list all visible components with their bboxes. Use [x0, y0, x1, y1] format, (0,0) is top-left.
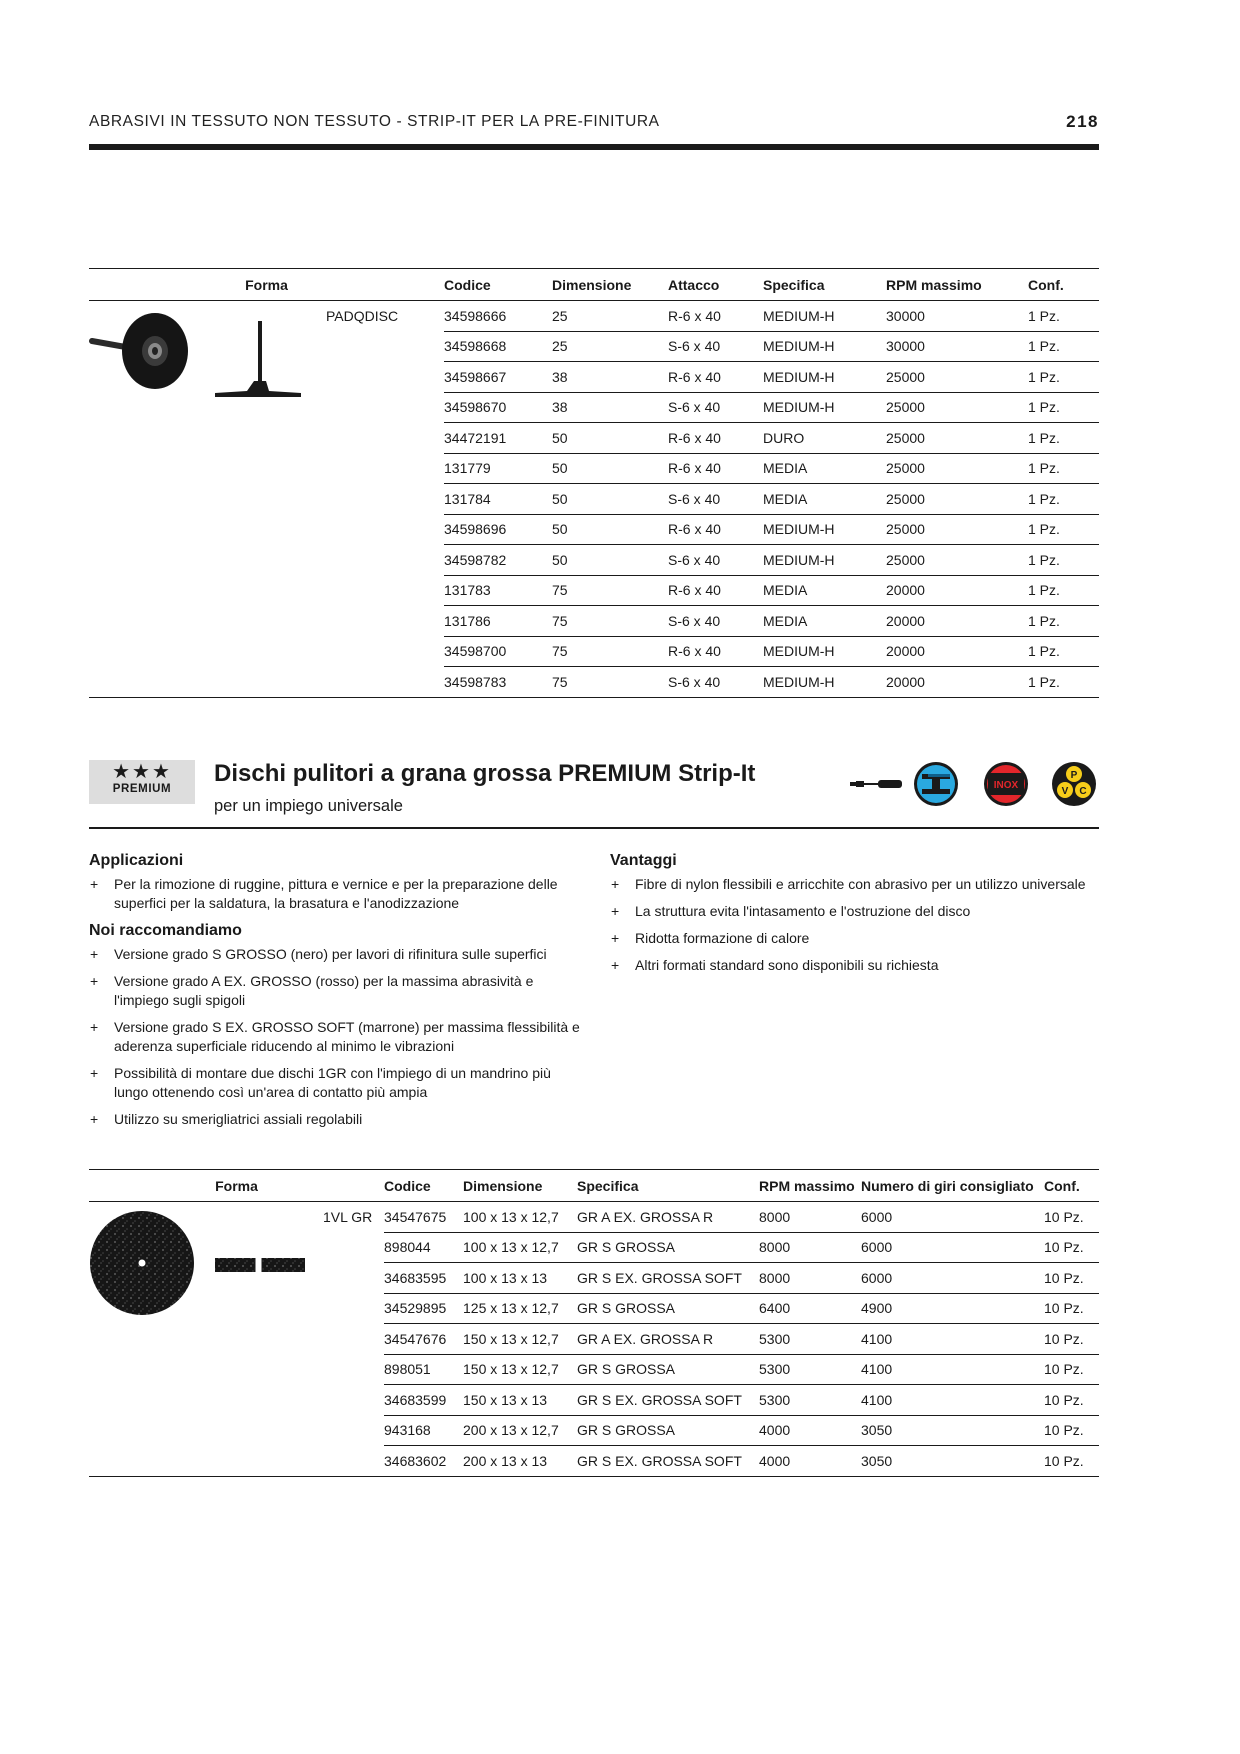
vantaggi-list — [610, 875, 1110, 975]
list-item — [89, 945, 589, 964]
list-item — [89, 875, 589, 913]
plus-bullet-icon: + — [90, 973, 99, 989]
cell-conf: 1 Pz. — [1028, 575, 1099, 606]
cell-conf: 10 Pz. — [1044, 1354, 1099, 1385]
cell-codice: 34683599 — [384, 1385, 463, 1416]
1vl-gr-table — [89, 1169, 1099, 1477]
forma-label: PADQDISC — [326, 308, 399, 324]
pvc-icon — [1052, 762, 1096, 806]
cell-conf: 10 Pz. — [1044, 1293, 1099, 1324]
cell-codice: 34598666 — [444, 301, 552, 332]
cell-attacco: S-6 x 40 — [668, 392, 763, 423]
cell-conf: 1 Pz. — [1028, 453, 1099, 484]
svg-text:V: V — [1061, 786, 1069, 797]
col-header-specifica: Specifica — [763, 269, 886, 301]
cell-attacco: R-6 x 40 — [668, 636, 763, 667]
list-item-text: Ridotta formazione di calore — [635, 930, 810, 946]
cell-codice: 34598782 — [444, 545, 552, 576]
table-row — [89, 301, 1099, 332]
list-item-text: La struttura evita l'intasamento e l'ostruzione del disco — [635, 903, 971, 919]
cell-specifica: GR S GROSSA — [577, 1415, 759, 1446]
cell-rpm: 6400 — [759, 1293, 861, 1324]
cell-specifica: MEDIA — [763, 453, 886, 484]
cell-attacco: S-6 x 40 — [668, 331, 763, 362]
raccomandiamo-list — [89, 945, 589, 1129]
cell-dimensione: 150 x 13 x 13 — [463, 1385, 577, 1416]
cell-dimensione: 100 x 13 x 12,7 — [463, 1232, 577, 1263]
cell-codice: 34598696 — [444, 514, 552, 545]
cell-dimensione: 150 x 13 x 12,7 — [463, 1324, 577, 1355]
cell-conf: 1 Pz. — [1028, 667, 1099, 698]
cell-dimensione: 38 — [552, 362, 668, 393]
cell-giri: 6000 — [861, 1232, 1044, 1263]
cell-codice: 943168 — [384, 1415, 463, 1446]
cell-attacco: R-6 x 40 — [668, 362, 763, 393]
cell-specifica: GR S EX. GROSSA SOFT — [577, 1263, 759, 1294]
cell-dimensione: 150 x 13 x 12,7 — [463, 1354, 577, 1385]
cell-conf: 1 Pz. — [1028, 545, 1099, 576]
cell-conf: 10 Pz. — [1044, 1385, 1099, 1416]
steel-icon — [914, 762, 958, 806]
cell-giri: 6000 — [861, 1263, 1044, 1294]
product-subtitle: per un impiego universale — [214, 797, 403, 815]
cell-conf: 10 Pz. — [1044, 1324, 1099, 1355]
cell-giri: 4100 — [861, 1324, 1044, 1355]
cell-codice: 34683595 — [384, 1263, 463, 1294]
cell-codice: 34683602 — [384, 1446, 463, 1477]
left-column — [89, 851, 589, 1137]
cell-dimensione: 100 x 13 x 13 — [463, 1263, 577, 1294]
raccomandiamo-heading: Noi raccomandiamo — [89, 922, 242, 939]
cell-attacco: R-6 x 40 — [668, 453, 763, 484]
cell-specifica: MEDIUM-H — [763, 545, 886, 576]
col-header-giri: Numero di giri consigliato — [861, 1170, 1044, 1202]
cell-codice: 34598700 — [444, 636, 552, 667]
col-header-codice: Codice — [384, 1170, 463, 1202]
cell-specifica: MEDIUM-H — [763, 667, 886, 698]
plus-bullet-icon: + — [611, 957, 620, 973]
cell-specifica: GR S GROSSA — [577, 1232, 759, 1263]
cell-giri: 4100 — [861, 1385, 1044, 1416]
page-number: 218 — [1066, 112, 1099, 131]
cell-rpm: 20000 — [886, 606, 1028, 637]
cell-specifica: GR S EX. GROSSA SOFT — [577, 1446, 759, 1477]
plus-bullet-icon: + — [90, 876, 99, 892]
cell-rpm: 8000 — [759, 1232, 861, 1263]
premium-label: PREMIUM — [112, 783, 172, 795]
vantaggi-heading: Vantaggi — [610, 852, 677, 869]
col-header-conf: Conf. — [1044, 1170, 1099, 1202]
cell-rpm: 5300 — [759, 1385, 861, 1416]
cell-codice: 898051 — [384, 1354, 463, 1385]
list-item-text: Versione grado S GROSSO (nero) per lavori di rifinitura sulle superfici — [114, 946, 547, 962]
cell-specifica: GR A EX. GROSSA R — [577, 1202, 759, 1233]
plus-bullet-icon: + — [611, 930, 620, 946]
col-header-rpm: RPM massimo — [886, 269, 1028, 301]
cell-giri: 6000 — [861, 1202, 1044, 1233]
cell-conf: 1 Pz. — [1028, 362, 1099, 393]
plus-bullet-icon: + — [90, 1065, 99, 1081]
cell-rpm: 20000 — [886, 636, 1028, 667]
svg-text:P: P — [1070, 770, 1078, 781]
premium-badge — [89, 760, 195, 804]
cell-rpm: 25000 — [886, 423, 1028, 454]
cell-attacco: R-6 x 40 — [668, 301, 763, 332]
list-item-text: Versione grado A EX. GROSSO (rosso) per la massima abrasività e l'impiego sugli spigoli — [114, 973, 534, 1008]
cell-conf: 10 Pz. — [1044, 1415, 1099, 1446]
cell-rpm: 4000 — [759, 1415, 861, 1446]
cell-codice: 34598783 — [444, 667, 552, 698]
col-header-forma: Forma — [89, 269, 444, 301]
cell-dimensione: 200 x 13 x 13 — [463, 1446, 577, 1477]
cell-dimensione: 50 — [552, 423, 668, 454]
page-header — [89, 113, 1099, 135]
cell-rpm: 25000 — [886, 484, 1028, 515]
cell-giri: 4100 — [861, 1354, 1044, 1385]
list-item — [89, 972, 589, 1010]
cell-conf: 10 Pz. — [1044, 1446, 1099, 1477]
svg-text:INOX: INOX — [993, 780, 1019, 791]
col-header-forma: Forma — [89, 1170, 384, 1202]
cell-attacco: S-6 x 40 — [668, 667, 763, 698]
cell-codice: 131784 — [444, 484, 552, 515]
list-item — [89, 1018, 589, 1056]
cell-codice: 34598668 — [444, 331, 552, 362]
cell-conf: 1 Pz. — [1028, 636, 1099, 667]
col-header-conf: Conf. — [1028, 269, 1099, 301]
cell-conf: 1 Pz. — [1028, 392, 1099, 423]
cell-conf: 1 Pz. — [1028, 301, 1099, 332]
plus-bullet-icon: + — [90, 1111, 99, 1127]
section-rule — [89, 827, 1099, 829]
cell-codice: 898044 — [384, 1232, 463, 1263]
die-grinder-icon — [850, 780, 902, 788]
cell-dimensione: 100 x 13 x 12,7 — [463, 1202, 577, 1233]
list-item-text: Fibre di nylon flessibili e arricchite con abrasivo per un utilizzo universale — [635, 876, 1086, 892]
cell-dimensione: 200 x 13 x 12,7 — [463, 1415, 577, 1446]
table-row — [89, 1202, 1099, 1233]
forma-cell — [89, 1202, 384, 1477]
cell-specifica: GR S GROSSA — [577, 1293, 759, 1324]
list-item-text: Per la rimozione di ruggine, pittura e vernice e per la preparazione delle superfici per la saldatura, la brasatura e l'anodizzazione — [114, 876, 558, 911]
cell-rpm: 25000 — [886, 362, 1028, 393]
cell-rpm: 25000 — [886, 545, 1028, 576]
cell-specifica: MEDIA — [763, 606, 886, 637]
cell-conf: 1 Pz. — [1028, 606, 1099, 637]
cell-rpm: 20000 — [886, 667, 1028, 698]
cell-conf: 1 Pz. — [1028, 514, 1099, 545]
cell-codice: 131779 — [444, 453, 552, 484]
list-item-text: Utilizzo su smerigliatrici assiali regolabili — [114, 1111, 363, 1127]
col-header-attacco: Attacco — [668, 269, 763, 301]
cell-dimensione: 25 — [552, 301, 668, 332]
cell-codice: 34547675 — [384, 1202, 463, 1233]
cell-conf: 10 Pz. — [1044, 1263, 1099, 1294]
cell-attacco: R-6 x 40 — [668, 423, 763, 454]
list-item-text: Altri formati standard sono disponibili su richiesta — [635, 957, 939, 973]
cell-rpm: 25000 — [886, 392, 1028, 423]
plus-bullet-icon: + — [611, 876, 620, 892]
application-icons — [850, 760, 1100, 810]
cell-rpm: 4000 — [759, 1446, 861, 1477]
cell-dimensione: 75 — [552, 606, 668, 637]
cell-codice: 34547676 — [384, 1324, 463, 1355]
right-column — [610, 851, 1110, 983]
col-header-dimensione: Dimensione — [552, 269, 668, 301]
cell-attacco: S-6 x 40 — [668, 484, 763, 515]
plus-bullet-icon: + — [90, 946, 99, 962]
cell-specifica: MEDIA — [763, 484, 886, 515]
cell-rpm: 30000 — [886, 301, 1028, 332]
cell-specifica: GR S GROSSA — [577, 1354, 759, 1385]
cell-giri: 3050 — [861, 1446, 1044, 1477]
cell-rpm: 20000 — [886, 575, 1028, 606]
svg-text:C: C — [1079, 786, 1087, 797]
list-item — [610, 929, 1110, 948]
header-rule — [89, 144, 1099, 150]
col-header-dimensione: Dimensione — [463, 1170, 577, 1202]
forma-cell — [89, 301, 444, 698]
cell-dimensione: 50 — [552, 514, 668, 545]
cell-specifica: DURO — [763, 423, 886, 454]
cell-rpm: 25000 — [886, 453, 1028, 484]
product-title: Dischi pulitori a grana grossa PREMIUM Strip-It — [214, 760, 756, 787]
plus-bullet-icon: + — [611, 903, 620, 919]
cell-conf: 1 Pz. — [1028, 423, 1099, 454]
cell-codice: 34472191 — [444, 423, 552, 454]
cell-dimensione: 125 x 13 x 12,7 — [463, 1293, 577, 1324]
cell-giri: 4900 — [861, 1293, 1044, 1324]
list-item-text: Versione grado S EX. GROSSO SOFT (marrone) per massima flessibilità e aderenza superficiale riducendo al minimo le vibrazioni — [114, 1019, 580, 1054]
cell-codice: 131783 — [444, 575, 552, 606]
cell-specifica: MEDIUM-H — [763, 514, 886, 545]
header-title: ABRASIVI IN TESSUTO NON TESSUTO - STRIP-IT PER LA PRE-FINITURA — [89, 113, 660, 130]
star-icons: ★★★ — [112, 761, 172, 783]
list-item — [610, 875, 1110, 894]
plus-bullet-icon: + — [90, 1019, 99, 1035]
cell-codice: 34598670 — [444, 392, 552, 423]
cell-specifica: MEDIUM-H — [763, 301, 886, 332]
cell-conf: 1 Pz. — [1028, 484, 1099, 515]
cell-conf: 1 Pz. — [1028, 331, 1099, 362]
cell-rpm: 30000 — [886, 331, 1028, 362]
cell-attacco: R-6 x 40 — [668, 514, 763, 545]
table-header-row — [89, 1170, 1099, 1202]
cell-specifica: MEDIUM-H — [763, 331, 886, 362]
col-header-specifica: Specifica — [577, 1170, 759, 1202]
cell-codice: 131786 — [444, 606, 552, 637]
forma-label: 1VL GR — [323, 1209, 373, 1225]
cell-giri: 3050 — [861, 1415, 1044, 1446]
1vl-gr-image — [89, 1208, 319, 1323]
cell-conf: 10 Pz. — [1044, 1232, 1099, 1263]
cell-dimensione: 25 — [552, 331, 668, 362]
cell-specifica: GR S EX. GROSSA SOFT — [577, 1385, 759, 1416]
cell-codice: 34529895 — [384, 1293, 463, 1324]
list-item — [89, 1110, 589, 1129]
list-item — [89, 1064, 589, 1102]
cell-rpm: 5300 — [759, 1354, 861, 1385]
cell-specifica: GR A EX. GROSSA R — [577, 1324, 759, 1355]
cell-rpm: 25000 — [886, 514, 1028, 545]
cell-specifica: MEDIUM-H — [763, 392, 886, 423]
padqdisc-table — [89, 268, 1099, 698]
col-header-codice: Codice — [444, 269, 552, 301]
cell-specifica: MEDIUM-H — [763, 636, 886, 667]
cell-rpm: 5300 — [759, 1324, 861, 1355]
cell-attacco: S-6 x 40 — [668, 545, 763, 576]
cell-dimensione: 50 — [552, 545, 668, 576]
col-header-rpm: RPM massimo — [759, 1170, 861, 1202]
cell-dimensione: 50 — [552, 484, 668, 515]
applicazioni-list — [89, 875, 589, 913]
cell-specifica: MEDIUM-H — [763, 362, 886, 393]
applicazioni-heading: Applicazioni — [89, 852, 184, 869]
list-item — [610, 902, 1110, 921]
inox-icon — [984, 762, 1028, 806]
cell-codice: 34598667 — [444, 362, 552, 393]
padqdisc-image — [89, 307, 314, 410]
cell-dimensione: 38 — [552, 392, 668, 423]
cell-conf: 10 Pz. — [1044, 1202, 1099, 1233]
cell-dimensione: 50 — [552, 453, 668, 484]
cell-rpm: 8000 — [759, 1202, 861, 1233]
cell-attacco: S-6 x 40 — [668, 606, 763, 637]
cell-specifica: MEDIA — [763, 575, 886, 606]
cell-rpm: 8000 — [759, 1263, 861, 1294]
list-item — [610, 956, 1110, 975]
cell-attacco: R-6 x 40 — [668, 575, 763, 606]
cell-dimensione: 75 — [552, 667, 668, 698]
cell-dimensione: 75 — [552, 636, 668, 667]
list-item-text: Possibilità di montare due dischi 1GR con l'impiego di un mandrino più lungo ottenendo così un'area di contatto più ampia — [114, 1065, 551, 1100]
cell-dimensione: 75 — [552, 575, 668, 606]
table-header-row — [89, 269, 1099, 301]
